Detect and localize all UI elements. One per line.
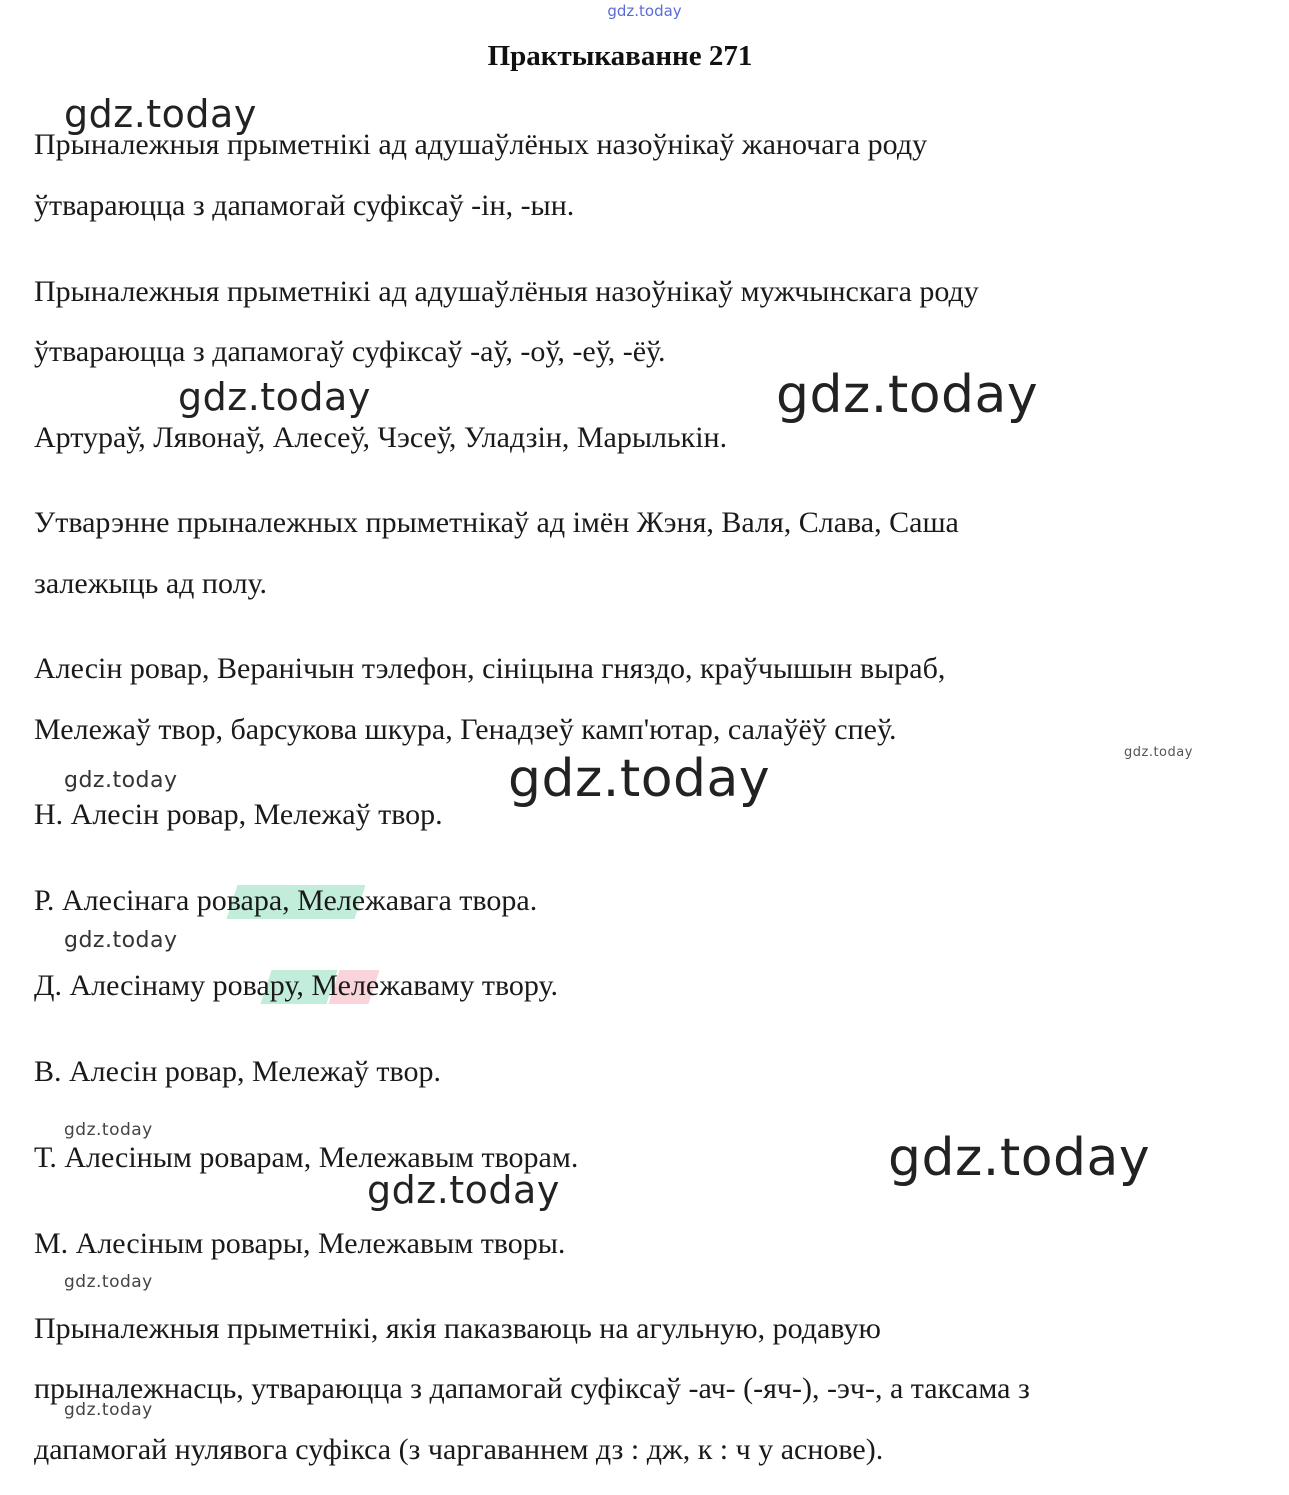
text-line: Р. Алесінага ровара, Мележавага твора.: [34, 884, 538, 917]
watermark: gdz.today: [1124, 745, 1193, 760]
top-watermark: gdz.today: [607, 2, 682, 20]
text-line: Алесін ровар, Веранічын тэлефон, сініцына гняздо, краўчышын выраб,: [34, 652, 946, 685]
text-line: Прыналежныя прыметнікі, якія паказваюць на агульную, родавую: [34, 1312, 881, 1345]
text-line: В. Алесін ровар, Мележаў твор.: [34, 1055, 441, 1088]
text-line: Н. Алесін ровар, Мележаў твор.: [34, 798, 443, 831]
watermark: gdz.today: [64, 1400, 153, 1420]
text-line: Прыналежныя прыметнікі ад адушаўлёных назоўнікаў жаночага роду: [34, 128, 928, 161]
text-line: Мележаў твор, барсукова шкура, Генадзеў камп'ютар, салаўёў спеў.: [34, 713, 897, 746]
text-line: дапамогай нулявога суфікса (з чаргаваннем дз : дж, к : ч у аснове).: [34, 1433, 884, 1466]
text-line: ўтвараюцца з дапамогай суфіксаў -ін, -ын.: [34, 189, 575, 222]
text-line: Артураў, Лявонаў, Алесеў, Чэсеў, Уладзін, Марылькін.: [34, 421, 728, 454]
watermark: gdz.today: [64, 768, 178, 793]
watermark: gdz.today: [64, 928, 178, 953]
watermark: gdz.today: [64, 1120, 153, 1140]
text-line: Прыналежныя прыметнікі ад адушаўлёныя назоўнікаў мужчынскага роду: [34, 275, 979, 308]
text-line: залежыць ад полу.: [34, 567, 268, 600]
watermark: gdz.today: [178, 375, 371, 419]
watermark: gdz.today: [64, 1272, 153, 1292]
text-line: Т. Алесіным роварам, Мележавым творам.: [34, 1141, 579, 1174]
text-line: Д. Алесінаму ровару, Мележаваму твору.: [34, 969, 559, 1002]
text-line: М. Алесіным ровары, Мележавым творы.: [34, 1227, 566, 1260]
watermark: gdz.today: [64, 92, 257, 136]
watermark: gdz.today: [888, 1128, 1151, 1188]
text-line: ўтвараюцца з дапамогаў суфіксаў -аў, -оў, -еў, -ёў.: [34, 335, 666, 368]
text-line: Утварэнне прыналежных прыметнікаў ад імён Жэня, Валя, Слава, Саша: [34, 506, 959, 539]
text-line: прыналежнасць, утвараюцца з дапамогай суфіксаў -ач- (-яч-), -эч-, а таксама з: [34, 1372, 1030, 1405]
watermark: gdz.today: [508, 749, 771, 809]
page-title: Практыкаванне 271: [487, 40, 753, 72]
watermark: gdz.today: [367, 1168, 560, 1212]
watermark: gdz.today: [776, 365, 1039, 425]
